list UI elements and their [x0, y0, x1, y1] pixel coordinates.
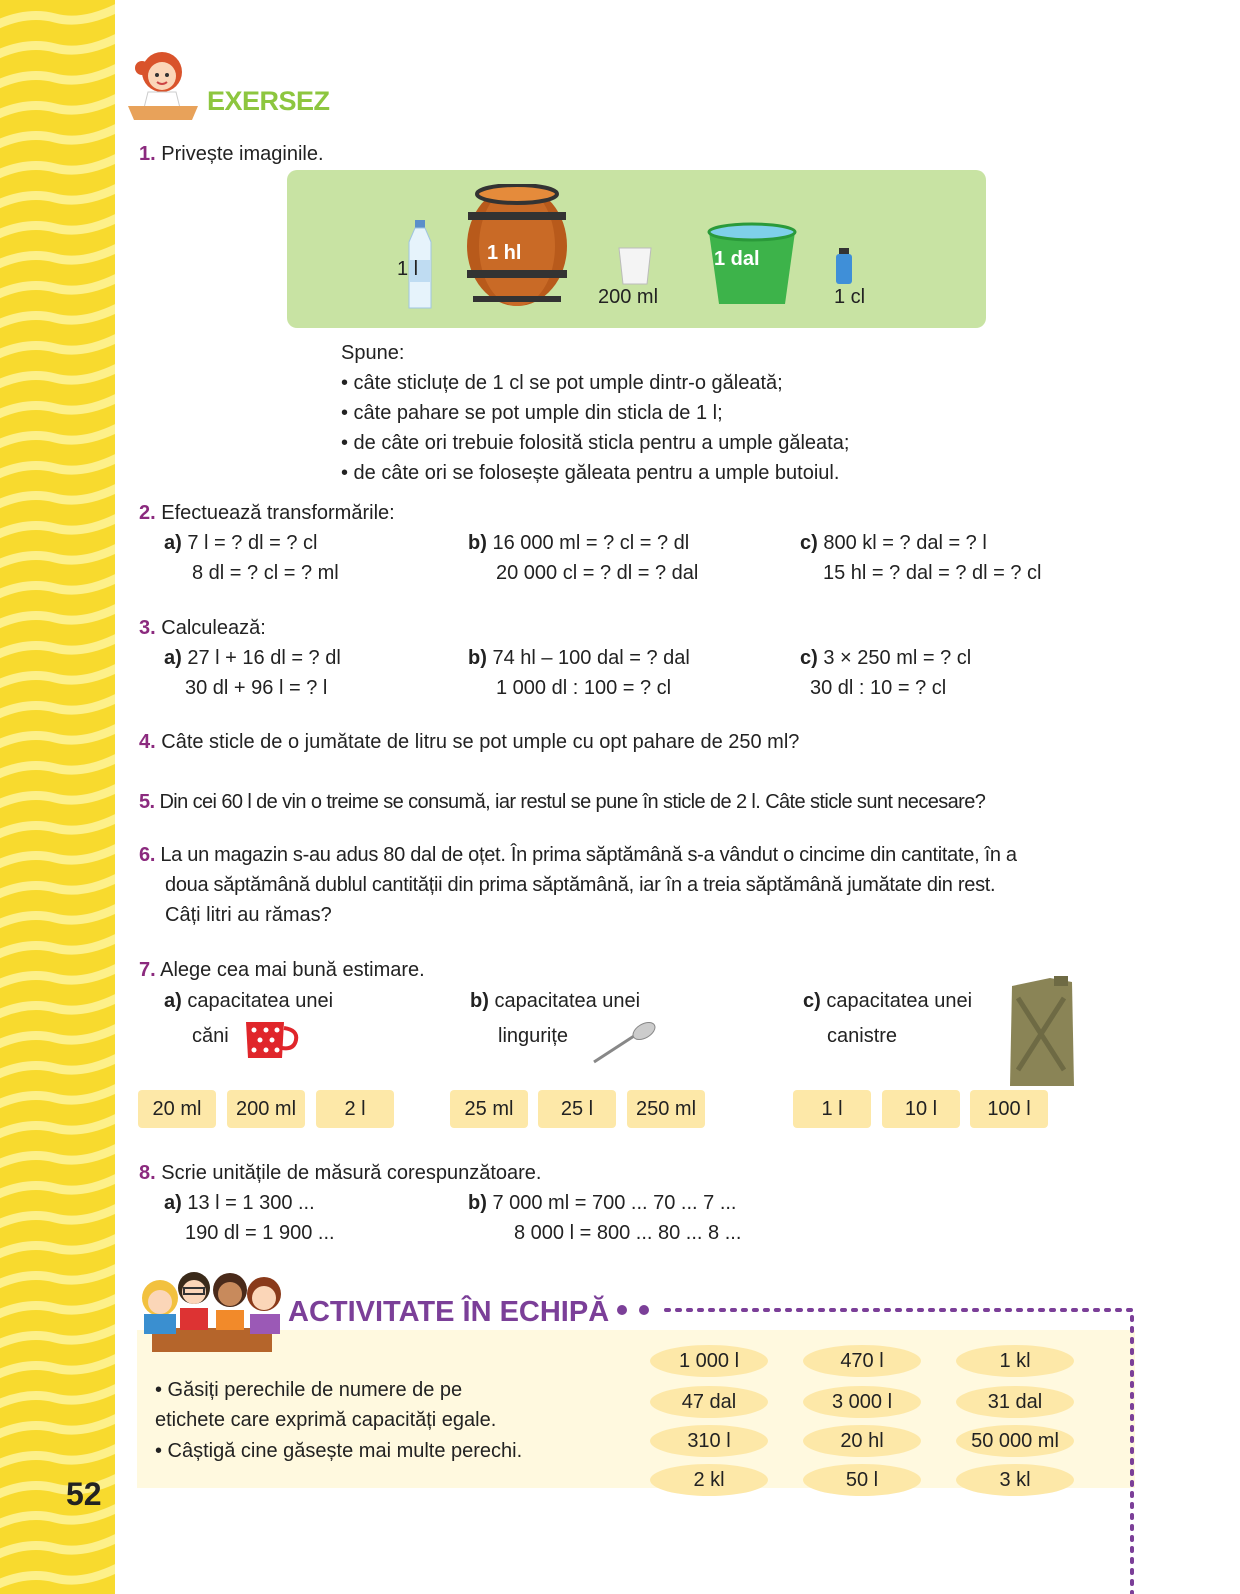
- item-label: c): [803, 990, 821, 1012]
- ex3-b-line2: 1 000 dl : 100 = ? cl: [496, 677, 672, 699]
- wave-line: [0, 724, 115, 748]
- wave-line: [0, 64, 115, 88]
- vial-label: 1 cl: [834, 286, 866, 308]
- capacity-label[interactable]: 1 kl: [956, 1345, 1074, 1377]
- wave-line: [0, 874, 115, 898]
- item-text: 7 000 ml = 700 ... 70 ... 7 ...: [492, 1192, 737, 1214]
- item-text: 7 l = ? dl = ? cl: [187, 532, 318, 554]
- wave-line: [0, 1534, 115, 1558]
- say-heading: Spune:: [341, 342, 405, 364]
- exercise-1-prompt: [139, 139, 324, 169]
- exercise-6-line2: doua săptămână dublul cantității din prima săptămână, iar în a treia săptămână jumătate din rest.: [165, 874, 996, 896]
- wave-line: [0, 214, 115, 238]
- ex7-c-line1: [803, 986, 972, 1016]
- item-label: b): [470, 990, 489, 1012]
- ex3-c-line1: [800, 643, 971, 673]
- wave-line: [0, 634, 115, 658]
- exercise-number: 2.: [139, 502, 156, 524]
- wave-line: [0, 4, 115, 28]
- capacity-label[interactable]: 1 000 l: [650, 1345, 768, 1377]
- option-chip[interactable]: 25 l: [538, 1090, 616, 1128]
- exercise-6-line1: [139, 840, 1017, 870]
- wave-line: [0, 94, 115, 118]
- bullet-item: • câte sticluțe de 1 cl se pot umple dintr-o găleată;: [341, 372, 783, 394]
- bottle-label: 1 l: [397, 258, 419, 280]
- wave-line: [0, 1204, 115, 1228]
- capacity-label[interactable]: 20 hl: [803, 1425, 921, 1457]
- wave-line: [0, 934, 115, 958]
- section-title: EXERSEZ: [207, 86, 330, 116]
- capacity-label[interactable]: 3 000 l: [803, 1386, 921, 1418]
- wave-line: [0, 1174, 115, 1198]
- option-chip[interactable]: 250 ml: [627, 1090, 705, 1128]
- capacity-label[interactable]: 310 l: [650, 1425, 768, 1457]
- ex7-b-line1: [470, 986, 640, 1016]
- wave-line: [0, 124, 115, 148]
- wave-line: [0, 994, 115, 1018]
- wave-line: [0, 274, 115, 298]
- wave-line: [0, 394, 115, 418]
- wave-line: [0, 184, 115, 208]
- capacity-label[interactable]: 50 l: [803, 1464, 921, 1496]
- wave-line: [0, 514, 115, 538]
- option-chip[interactable]: 200 ml: [227, 1090, 305, 1128]
- exercise-text: Din cei 60 l de vin o treime se consumă, iar restul se pune în sticle de 2 l. Câte sticle sunt necesare?: [159, 791, 986, 813]
- capacity-label[interactable]: 31 dal: [956, 1386, 1074, 1418]
- item-label: c): [800, 532, 818, 554]
- ex7-c-line2: canistre: [827, 1025, 898, 1047]
- ex8-a-line2: 190 dl = 1 900 ...: [185, 1222, 335, 1244]
- exercise-8-prompt: [139, 1158, 541, 1188]
- wave-line: [0, 1564, 115, 1588]
- wave-line: [0, 1054, 115, 1078]
- wave-line: [0, 1414, 115, 1438]
- glass-label: 200 ml: [598, 286, 659, 308]
- wave-line: [0, 364, 115, 388]
- image-panel: [287, 170, 986, 328]
- spoon-icon: [590, 1022, 660, 1066]
- item-label: a): [164, 990, 182, 1012]
- mug-icon: [242, 1018, 300, 1062]
- item-text: 13 l = 1 300 ...: [187, 1192, 315, 1214]
- wave-line: [0, 1084, 115, 1108]
- ex2-c-line2: 15 hl = ? dal = ? dl = ? cl: [823, 562, 1042, 584]
- wave-line: [0, 304, 115, 328]
- item-label: b): [468, 532, 487, 554]
- glass-icon: [617, 246, 653, 286]
- wave-line: [0, 484, 115, 508]
- jerrycan-icon: [1002, 974, 1082, 1090]
- item-text: capacitatea unei: [826, 990, 973, 1012]
- item-label: c): [800, 647, 818, 669]
- team-activity-title: ACTIVITATE ÎN ECHIPĂ: [288, 1296, 610, 1328]
- capacity-label[interactable]: 47 dal: [650, 1386, 768, 1418]
- item-label: a): [164, 1192, 182, 1214]
- item-text: 3 × 250 ml = ? cl: [823, 647, 972, 669]
- wave-line: [0, 814, 115, 838]
- exercise-text: Privește imaginile.: [161, 143, 324, 165]
- ex3-a-line2: 30 dl + 96 l = ? l: [185, 677, 328, 699]
- item-label: b): [468, 647, 487, 669]
- exercise-number: 3.: [139, 617, 156, 639]
- team-bullet-1a: • Găsiți perechile de numere de pe: [155, 1379, 463, 1401]
- exercise-7-prompt: [139, 955, 425, 985]
- wave-line: [0, 424, 115, 448]
- exercise-text: Alege cea mai bună estimare.: [160, 959, 425, 981]
- wave-line: [0, 904, 115, 928]
- wave-line: [0, 964, 115, 988]
- wave-line: [0, 1354, 115, 1378]
- wave-line: [0, 244, 115, 268]
- exercise-number: 5.: [139, 791, 155, 813]
- wave-line: [0, 1024, 115, 1048]
- item-text: 74 hl – 100 dal = ? dal: [492, 647, 690, 669]
- ex3-a-line1: [164, 643, 341, 673]
- wave-line: [0, 34, 115, 58]
- exercise-text: Scrie unitățile de măsură corespunzătoare.: [161, 1162, 542, 1184]
- girl-writing-illustration: [122, 46, 204, 122]
- exercise-text: Câte sticle de o jumătate de litru se pot umple cu opt pahare de 250 ml?: [161, 731, 800, 753]
- exercise-text: La un magazin s-au adus 80 dal de oțet. În prima săptămână s-a vândut o cincime din cantitate, în a: [160, 844, 1017, 866]
- wave-line: [0, 1234, 115, 1258]
- wave-line: [0, 454, 115, 478]
- exercise-6-line3: Câți litri au rămas?: [165, 904, 332, 926]
- wave-line: [0, 694, 115, 718]
- wave-line: [0, 1114, 115, 1138]
- wave-line: [0, 844, 115, 868]
- exercise-number: 8.: [139, 1162, 156, 1184]
- wave-line: [0, 754, 115, 778]
- wave-line: [0, 1264, 115, 1288]
- option-chip[interactable]: 100 l: [970, 1090, 1048, 1128]
- wave-line: [0, 1444, 115, 1468]
- item-text: capacitatea unei: [494, 990, 641, 1012]
- exercise-text: Efectuează transformările:: [161, 502, 395, 524]
- option-chip[interactable]: 20 ml: [138, 1090, 216, 1128]
- exercise-number: 4.: [139, 731, 156, 753]
- ex8-b-line2: 8 000 l = 800 ... 80 ... 8 ...: [514, 1222, 742, 1244]
- exercise-4-prompt: [139, 727, 799, 757]
- wave-line: [0, 1294, 115, 1318]
- item-text: capacitatea unei: [187, 990, 334, 1012]
- ex2-b-line1: [468, 528, 689, 558]
- option-chip[interactable]: 1 l: [793, 1090, 871, 1128]
- wave-line: [0, 784, 115, 808]
- wave-line: [0, 664, 115, 688]
- bucket-label: 1 dal: [714, 248, 760, 270]
- exercise-5-prompt: [139, 787, 985, 817]
- page-number: 52: [66, 1476, 102, 1512]
- wave-line: [0, 1324, 115, 1348]
- bullet-item: • câte pahare se pot umple din sticla de 1 l;: [341, 402, 723, 424]
- item-label: b): [468, 1192, 487, 1214]
- item-label: a): [164, 647, 182, 669]
- exercise-3-prompt: [139, 613, 266, 643]
- exercise-2-prompt: [139, 498, 395, 528]
- ex2-c-line1: [800, 528, 987, 558]
- wave-line: [0, 1144, 115, 1168]
- wave-line: [0, 334, 115, 358]
- wave-line: [0, 544, 115, 568]
- team-bullet-2: • Câștigă cine găsește mai multe perechi.: [155, 1440, 523, 1462]
- capacity-label[interactable]: 470 l: [803, 1345, 921, 1377]
- barrel-label: 1 hl: [487, 242, 522, 264]
- wave-pattern: [0, 0, 115, 1594]
- team-bullet-1b: etichete care exprimă capacități egale.: [155, 1409, 497, 1431]
- exercise-number: 1.: [139, 143, 156, 165]
- option-chip[interactable]: 25 ml: [450, 1090, 528, 1128]
- capacity-label[interactable]: 2 kl: [650, 1464, 768, 1496]
- ex3-b-line1: [468, 643, 690, 673]
- bullet-item: • de câte ori se folosește găleata pentru a umple butoiul.: [341, 462, 840, 484]
- exercise-number: 6.: [139, 844, 156, 866]
- wave-line: [0, 574, 115, 598]
- decorative-stripe: [0, 0, 115, 1594]
- ex2-a-line2: 8 dl = ? cl = ? ml: [192, 562, 339, 584]
- ex2-b-line2: 20 000 cl = ? dl = ? dal: [496, 562, 699, 584]
- bullet-item: • de câte ori trebuie folosită sticla pentru a umple găleata;: [341, 432, 850, 454]
- item-text: 800 kl = ? dal = ? l: [823, 532, 987, 554]
- exercise-number: 7.: [139, 959, 156, 981]
- item-text: 27 l + 16 dl = ? dl: [187, 647, 341, 669]
- option-chip[interactable]: 2 l: [316, 1090, 394, 1128]
- option-chip[interactable]: 10 l: [882, 1090, 960, 1128]
- ex7-a-line2: căni: [192, 1025, 229, 1047]
- ex7-b-line2: lingurițe: [498, 1025, 569, 1047]
- ex8-a-line1: [164, 1188, 315, 1218]
- item-text: 16 000 ml = ? cl = ? dl: [492, 532, 690, 554]
- exercise-text: Calculează:: [161, 617, 266, 639]
- item-label: a): [164, 532, 182, 554]
- children-group-illustration: [132, 1264, 284, 1356]
- wave-line: [0, 604, 115, 628]
- vial-icon: [835, 248, 853, 284]
- ex3-c-line2: 30 dl : 10 = ? cl: [810, 677, 947, 699]
- capacity-label[interactable]: 50 000 ml: [956, 1425, 1074, 1457]
- ex7-a-line1: [164, 986, 333, 1016]
- ex2-a-line1: [164, 528, 317, 558]
- wave-line: [0, 154, 115, 178]
- ex8-b-line1: [468, 1188, 737, 1218]
- capacity-label[interactable]: 3 kl: [956, 1464, 1074, 1496]
- wave-line: [0, 1384, 115, 1408]
